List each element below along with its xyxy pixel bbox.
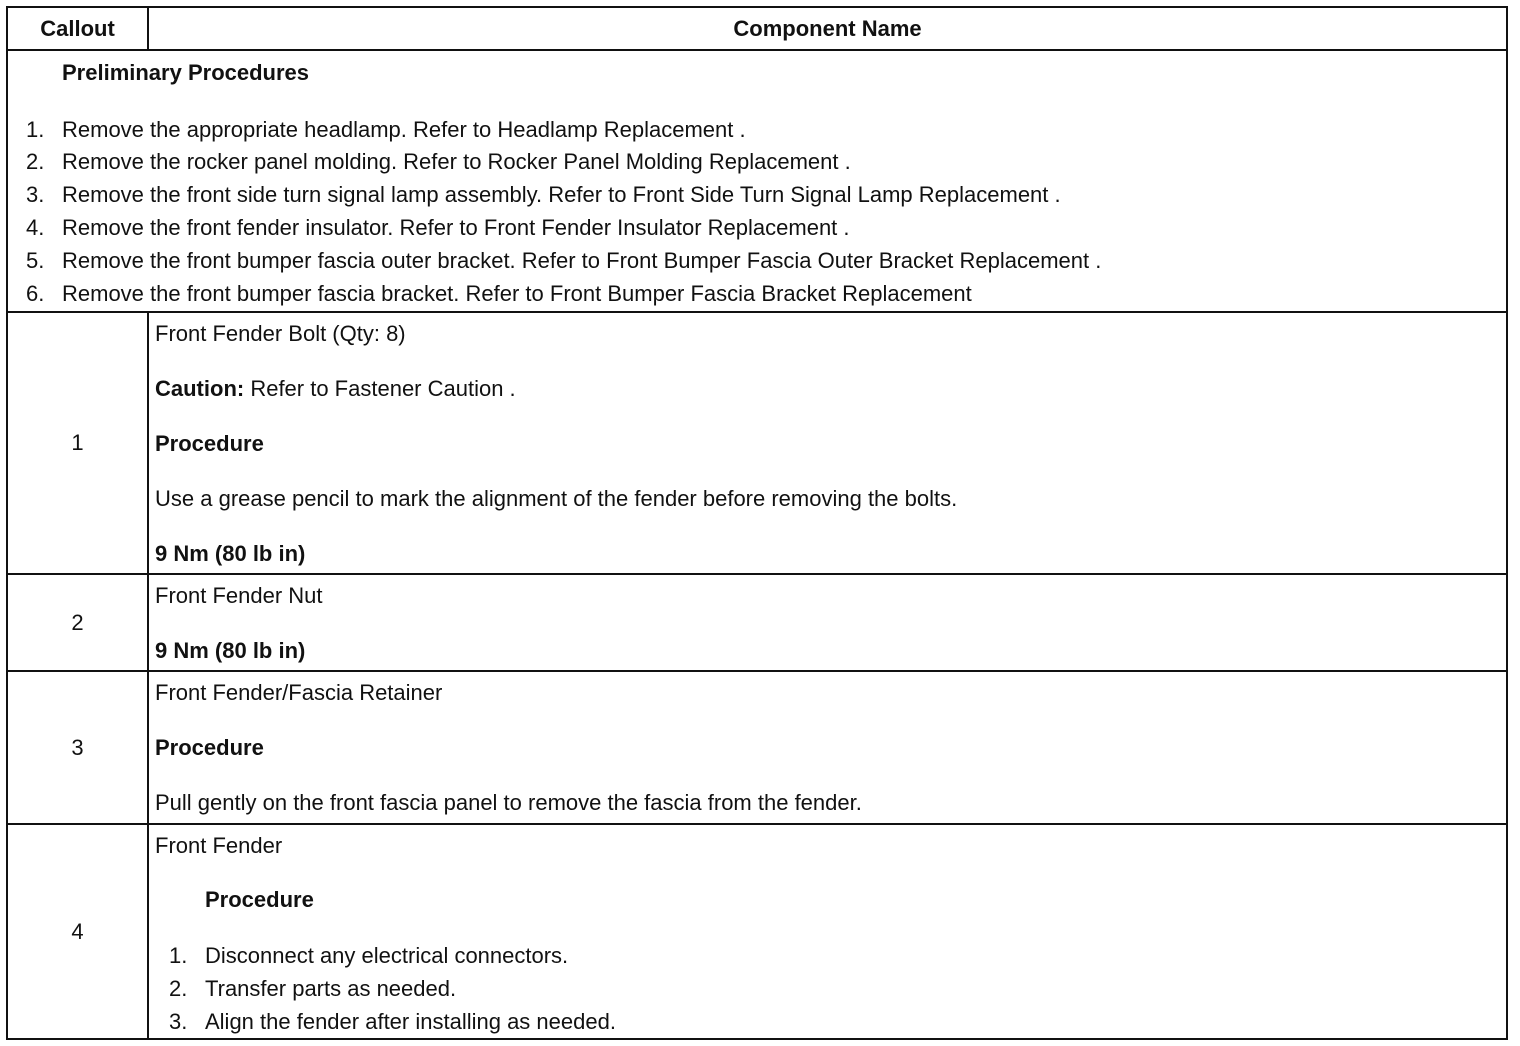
callout-number: 1: [8, 313, 149, 573]
step-text: Remove the front side turn signal lamp assembly. Refer to Front Side Turn Signal Lamp Replacement .: [62, 182, 1061, 207]
step-text: Remove the front fender insulator. Refer to Front Fender Insulator Replacement .: [62, 215, 850, 240]
step-text: Remove the appropriate headlamp. Refer to Headlamp Replacement .: [62, 117, 746, 142]
callout-number: 4: [8, 825, 149, 1038]
component-cell: [149, 825, 1506, 1038]
caution-text: Refer to Fastener Caution .: [244, 376, 516, 401]
procedure-text: Use a grease pencil to mark the alignment of the fender before removing the bolts.: [155, 486, 958, 511]
step-number: 6.: [26, 281, 45, 306]
step-number: 3.: [26, 182, 45, 207]
step-text: Remove the front bumper fascia bracket. Refer to Front Bumper Fascia Bracket Replacement: [62, 281, 972, 306]
procedure-heading: Procedure: [155, 735, 264, 760]
preliminary-procedures-title: Preliminary Procedures: [62, 60, 310, 85]
caution-label: Caution:: [155, 376, 245, 401]
step-text: Transfer parts as needed.: [205, 976, 457, 1001]
step-number: 5.: [26, 248, 45, 273]
step-number: 2.: [26, 149, 45, 174]
torque-spec: 9 Nm (80 lb in): [155, 638, 306, 663]
component-cell: [149, 575, 1506, 670]
torque-spec: 9 Nm (80 lb in): [155, 541, 306, 566]
step-text: Remove the rocker panel molding. Refer to Rocker Panel Molding Replacement .: [62, 149, 851, 174]
callout-column-header: Callout: [8, 8, 149, 49]
procedure-text: Pull gently on the front fascia panel to remove the fascia from the fender.: [155, 790, 862, 815]
step-number: 1.: [26, 117, 45, 142]
caution-line: [155, 376, 516, 402]
procedure-heading: Procedure: [205, 887, 314, 912]
table-header: [8, 8, 1506, 51]
component-name: Front Fender/Fascia Retainer: [155, 680, 443, 705]
table-row: [8, 672, 1506, 825]
component-cell: [149, 313, 1506, 573]
component-name: Front Fender: [155, 833, 283, 858]
callout-number: 2: [8, 575, 149, 670]
step-number: 4.: [26, 215, 45, 240]
step-number: 2.: [169, 976, 188, 1001]
step-text: Align the fender after installing as needed.: [205, 1009, 616, 1034]
step-text: Remove the front bumper fascia outer bracket. Refer to Front Bumper Fascia Outer Bracket Replacement .: [62, 248, 1102, 273]
table-row: [8, 313, 1506, 575]
table-row: [8, 825, 1506, 1038]
component-name-column-header: Component Name: [733, 15, 922, 41]
component-table: [6, 6, 1508, 1040]
component-name: Front Fender Nut: [155, 583, 323, 608]
callout-number: 3: [8, 672, 149, 823]
component-cell: [149, 672, 1506, 823]
table-row: [8, 575, 1506, 672]
component-name: Front Fender Bolt (Qty: 8): [155, 321, 406, 346]
step-number: 3.: [169, 1009, 188, 1034]
preliminary-procedures-section: [8, 51, 1506, 313]
procedure-heading: Procedure: [155, 431, 264, 456]
step-number: 1.: [169, 943, 188, 968]
step-text: Disconnect any electrical connectors.: [205, 943, 569, 968]
